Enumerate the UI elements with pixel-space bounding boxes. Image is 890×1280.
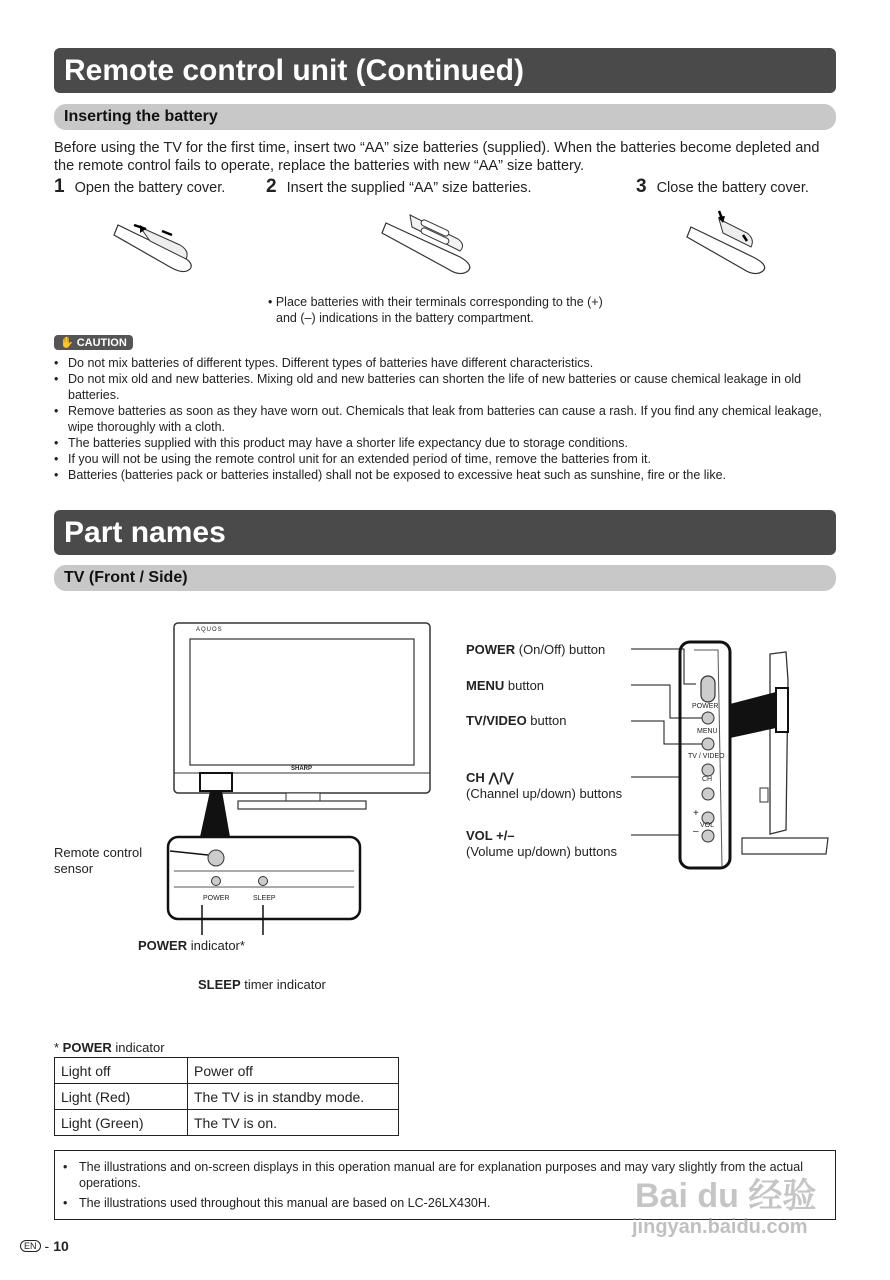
table-row bbox=[55, 1084, 399, 1110]
side-power-rest: (On/Off) button bbox=[515, 642, 606, 657]
sleep-indicator-bold: SLEEP bbox=[198, 977, 241, 992]
side-ch-bold: CH ⋀/⋁ bbox=[466, 770, 514, 785]
subsection-title-battery-text: Inserting the battery bbox=[64, 108, 218, 125]
step-1-text: Open the battery cover. bbox=[74, 180, 226, 196]
power-indicator-table bbox=[54, 1057, 399, 1136]
side-panel-menu-text: MENU bbox=[697, 728, 718, 735]
panel-sleep-label: SLEEP bbox=[253, 895, 276, 902]
battery-intro: Before using the TV for the first time, insert two “AA” size batteries (supplied). When the batteries become depleted and the remote control fails to operate, replace the batteries with new “AA” size battery. bbox=[54, 140, 820, 174]
table-cell: Light off bbox=[55, 1058, 188, 1084]
caution-list bbox=[54, 355, 839, 483]
side-panel-minus-text: – bbox=[693, 826, 699, 837]
side-tvvideo-bold: TV/VIDEO bbox=[466, 713, 527, 728]
table-cell: Light (Red) bbox=[55, 1084, 188, 1110]
tv-brand-bottom: SHARP bbox=[291, 766, 313, 772]
table-caption-rest: indicator bbox=[111, 1040, 165, 1055]
table-caption-star: * bbox=[54, 1040, 63, 1055]
power-indicator-bold: POWER bbox=[138, 938, 188, 953]
tv-front-illustration bbox=[50, 615, 450, 935]
side-panel-ch-text: CH bbox=[702, 776, 713, 783]
panel-power-label: POWER bbox=[203, 895, 230, 902]
table-row bbox=[55, 1110, 399, 1136]
section-title-remote-text: Remote control unit (Continued) bbox=[64, 53, 524, 87]
caution-item: • Do not mix batteries of different types. Different types of batteries have different characteristics. bbox=[54, 355, 839, 371]
table-cell: The TV is in standby mode. bbox=[188, 1084, 399, 1110]
table-caption bbox=[54, 1040, 165, 1056]
page-footer bbox=[20, 1238, 69, 1254]
hand-icon: ✋ bbox=[60, 337, 74, 349]
note-item: • The illustrations used throughout this manual are based on LC-26LX430H. bbox=[55, 1195, 827, 1211]
caution-label: CAUTION bbox=[76, 336, 127, 349]
side-vol-label bbox=[466, 828, 617, 860]
battery-polarity-note-2: and (–) indications in the battery compartment. bbox=[276, 311, 534, 325]
subsection-title-battery bbox=[54, 104, 836, 130]
table-cell: Light (Green) bbox=[55, 1110, 188, 1136]
subsection-title-tv bbox=[54, 565, 836, 591]
step-2-number: 2 bbox=[266, 176, 277, 197]
step-3-text: Close the battery cover. bbox=[656, 180, 809, 196]
side-vol-sub: (Volume up/down) buttons bbox=[466, 844, 618, 859]
note-item: • The illustrations and on-screen displays in this operation manual are for explanation purposes and may vary slightly from the actual operations. bbox=[55, 1159, 827, 1191]
page-number: 10 bbox=[53, 1238, 69, 1254]
power-indicator-rest: indicator* bbox=[187, 938, 245, 953]
remote-insert-batteries-illustration bbox=[380, 205, 490, 277]
caution-item: • Batteries (batteries pack or batteries installed) shall not be exposed to excessive heat such as sunshine, fire or the like. bbox=[54, 467, 839, 483]
table-cell: Power off bbox=[188, 1058, 399, 1084]
caution-item: • If you will not be using the remote control unit for an extended period of time, remove the batteries from it. bbox=[54, 451, 839, 467]
step-3-number: 3 bbox=[636, 176, 647, 197]
caution-item: • Remove batteries as soon as they have worn out. Chemicals that leak from batteries can cause a rash. If you find any chemical leakage, wipe thoroughly with a cloth. bbox=[54, 403, 839, 435]
side-tvvideo-label bbox=[466, 713, 566, 729]
footer-dash-icon: - bbox=[44, 1238, 50, 1254]
section-title-part-names-text: Part names bbox=[64, 515, 226, 549]
watermark-logo: Bai du 经验 bbox=[635, 1177, 817, 1215]
side-power-label bbox=[466, 642, 605, 658]
side-ch-label bbox=[466, 770, 622, 802]
remote-close-cover-illustration bbox=[685, 205, 785, 277]
power-indicator-label bbox=[138, 938, 245, 954]
section-title-part-names bbox=[54, 510, 836, 555]
side-power-bold: POWER bbox=[466, 642, 516, 657]
sleep-indicator-label bbox=[198, 977, 326, 993]
language-badge: EN bbox=[20, 1240, 41, 1252]
step-2-text: Insert the supplied “AA” size batteries. bbox=[286, 180, 532, 196]
step-1-number: 1 bbox=[54, 176, 65, 197]
remote-open-cover-illustration bbox=[110, 205, 210, 277]
caution-badge bbox=[54, 333, 133, 351]
subsection-title-tv-text: TV (Front / Side) bbox=[64, 569, 188, 586]
side-panel-power-text: POWER bbox=[692, 703, 719, 710]
step-2 bbox=[266, 176, 532, 198]
side-menu-rest: button bbox=[504, 678, 545, 693]
step-3 bbox=[636, 176, 809, 198]
battery-polarity-note-1: • Place batteries with their terminals corresponding to the (+) bbox=[268, 295, 603, 309]
side-tvvideo-rest: button bbox=[526, 713, 567, 728]
side-panel-tvvideo-text: TV / VIDEO bbox=[688, 753, 725, 760]
side-ch-sub: (Channel up/down) buttons bbox=[466, 786, 623, 801]
tv-side-illustration bbox=[610, 640, 840, 880]
sleep-indicator-rest: timer indicator bbox=[240, 977, 326, 992]
table-caption-bold: POWER bbox=[62, 1040, 112, 1055]
side-menu-bold: MENU bbox=[466, 678, 505, 693]
caution-item: • The batteries supplied with this product may have a shorter life expectancy due to storage conditions. bbox=[54, 435, 839, 451]
section-title-remote bbox=[54, 48, 836, 93]
side-menu-label bbox=[466, 678, 544, 694]
caution-item: • Do not mix old and new batteries. Mixing old and new batteries can shorten the life of new batteries or cause chemical leakage in old batteries. bbox=[54, 371, 839, 403]
side-panel-vol-text: VOL bbox=[700, 822, 715, 829]
remote-sensor-label: Remote control sensor bbox=[54, 845, 143, 876]
table-cell: The TV is on. bbox=[188, 1110, 399, 1136]
watermark-url: jingyan.baidu.com bbox=[632, 1216, 808, 1238]
step-1 bbox=[54, 176, 225, 198]
tv-brand-top: AQUOS bbox=[196, 627, 223, 633]
table-row bbox=[55, 1058, 399, 1084]
side-vol-bold: VOL +/– bbox=[466, 828, 515, 843]
side-panel-plus-text: + bbox=[693, 808, 699, 819]
